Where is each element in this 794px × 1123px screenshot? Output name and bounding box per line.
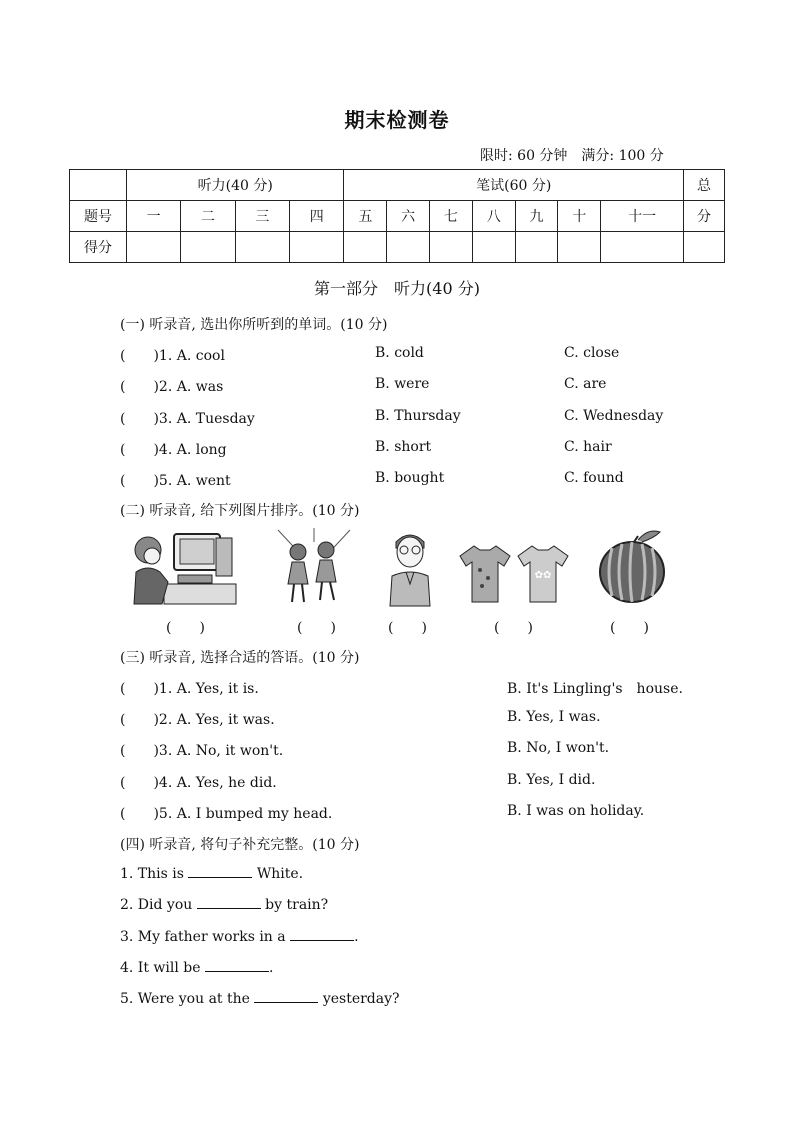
two-t-shirts-image — [458, 544, 572, 606]
sentence-post: . — [268, 960, 274, 976]
svg-text:✿✿: ✿✿ — [534, 570, 552, 581]
score-cell[interactable] — [344, 232, 387, 263]
blank-line[interactable] — [197, 896, 261, 909]
row-label-score: 得分 — [70, 232, 127, 263]
question-option-a: ( )1. A. Yes, it is. — [120, 681, 259, 697]
fill-sentence — [120, 990, 400, 1007]
col-header: 三 — [235, 201, 289, 232]
score-cell[interactable] — [290, 232, 344, 263]
question-option-a: ( )2. A. was — [120, 379, 224, 395]
question-option-a: ( )1. A. cool — [120, 348, 225, 364]
fill-sentence — [120, 865, 303, 882]
score-cell[interactable] — [387, 232, 430, 263]
score-table-corner — [70, 170, 127, 201]
sentence-pre: 2. Did you — [120, 897, 197, 913]
question-option-b: B. Yes, I did. — [507, 772, 596, 788]
watermelon-image — [598, 526, 670, 606]
sentence-post: by train? — [260, 897, 329, 913]
score-cell[interactable] — [515, 232, 558, 263]
question-option-b: B. short — [375, 439, 432, 455]
question-option-b: B. No, I won't. — [507, 740, 610, 756]
total-header-2: 分 — [684, 201, 725, 232]
question-option-b: B. bought — [375, 470, 445, 486]
sentence-post: White. — [252, 866, 304, 882]
answer-paren-2[interactable]: ( ) — [297, 620, 336, 636]
question-option-a: ( )2. A. Yes, it was. — [120, 712, 275, 728]
listening-header: 听力(40 分) — [127, 170, 344, 201]
col-header: 四 — [290, 201, 344, 232]
score-cell[interactable] — [601, 232, 684, 263]
section1-heading: (一) 听录音, 选出你所听到的单词。(10 分) — [120, 317, 388, 333]
col-header: 八 — [472, 201, 515, 232]
answer-paren-1[interactable]: ( ) — [166, 620, 205, 636]
score-cell[interactable] — [235, 232, 289, 263]
question-option-b: B. Thursday — [375, 408, 461, 424]
question-option-b: B. were — [375, 376, 430, 392]
question-option-c: C. are — [564, 376, 607, 392]
question-option-b: B. I was on holiday. — [507, 803, 645, 819]
question-option-a: ( )4. A. long — [120, 442, 227, 458]
col-header: 六 — [387, 201, 430, 232]
section2-heading: (二) 听录音, 给下列图片排序。(10 分) — [120, 503, 360, 519]
boy-with-glasses-image — [386, 528, 434, 608]
col-header: 二 — [181, 201, 235, 232]
score-cell[interactable] — [181, 232, 235, 263]
part-title: 第一部分 听力(40 分) — [314, 279, 480, 298]
sentence-post: . — [354, 929, 359, 945]
question-option-b: B. Yes, I was. — [507, 709, 601, 725]
col-header: 五 — [344, 201, 387, 232]
fill-sentence — [120, 896, 328, 913]
time-and-score-info: 限时: 60 分钟 满分: 100 分 — [480, 148, 664, 164]
col-header: 十一 — [601, 201, 684, 232]
girls-dancing-image — [274, 528, 354, 608]
question-option-c: C. found — [564, 470, 624, 486]
section4-heading: (四) 听录音, 将句子补充完整。(10 分) — [120, 837, 360, 853]
question-option-a: ( )3. A. Tuesday — [120, 411, 255, 427]
score-table — [69, 169, 725, 263]
row-label-question: 题号 — [70, 201, 127, 232]
writing-header: 笔试(60 分) — [344, 170, 684, 201]
blank-line[interactable] — [290, 928, 354, 941]
score-cell[interactable] — [127, 232, 181, 263]
answer-paren-4[interactable]: ( ) — [494, 620, 533, 636]
section3-heading: (三) 听录音, 选择合适的答语。(10 分) — [120, 650, 360, 666]
question-option-c: C. Wednesday — [564, 408, 664, 424]
question-option-b: B. It's Lingling's house. — [507, 681, 683, 697]
sentence-pre: 5. Were you at the — [120, 991, 255, 1007]
question-option-c: C. hair — [564, 439, 612, 455]
col-header: 十 — [558, 201, 601, 232]
col-header: 九 — [515, 201, 558, 232]
boy-at-computer-image — [128, 528, 240, 608]
fill-sentence — [120, 928, 359, 945]
blank-line[interactable] — [254, 990, 318, 1003]
sentence-pre: 3. My father works in a — [120, 929, 291, 945]
col-header: 一 — [127, 201, 181, 232]
score-cell[interactable] — [684, 232, 725, 263]
question-option-c: C. close — [564, 345, 620, 361]
score-cell[interactable] — [558, 232, 601, 263]
sentence-pre: 1. This is — [120, 866, 189, 882]
total-header: 总 — [684, 170, 725, 201]
sentence-post: yesterday? — [318, 991, 400, 1007]
page-title: 期末检测卷 — [344, 108, 450, 132]
question-option-a: ( )3. A. No, it won't. — [120, 743, 284, 759]
score-cell[interactable] — [472, 232, 515, 263]
col-header: 七 — [430, 201, 473, 232]
question-option-b: B. cold — [375, 345, 424, 361]
answer-paren-3[interactable]: ( ) — [388, 620, 427, 636]
blank-line[interactable] — [188, 865, 252, 878]
sentence-pre: 4. It will be — [120, 960, 205, 976]
question-option-a: ( )4. A. Yes, he did. — [120, 775, 277, 791]
blank-line[interactable] — [205, 959, 269, 972]
answer-paren-5[interactable]: ( ) — [610, 620, 649, 636]
question-option-a: ( )5. A. went — [120, 473, 231, 489]
question-option-a: ( )5. A. I bumped my head. — [120, 806, 333, 822]
score-cell[interactable] — [430, 232, 473, 263]
fill-sentence — [120, 959, 273, 976]
